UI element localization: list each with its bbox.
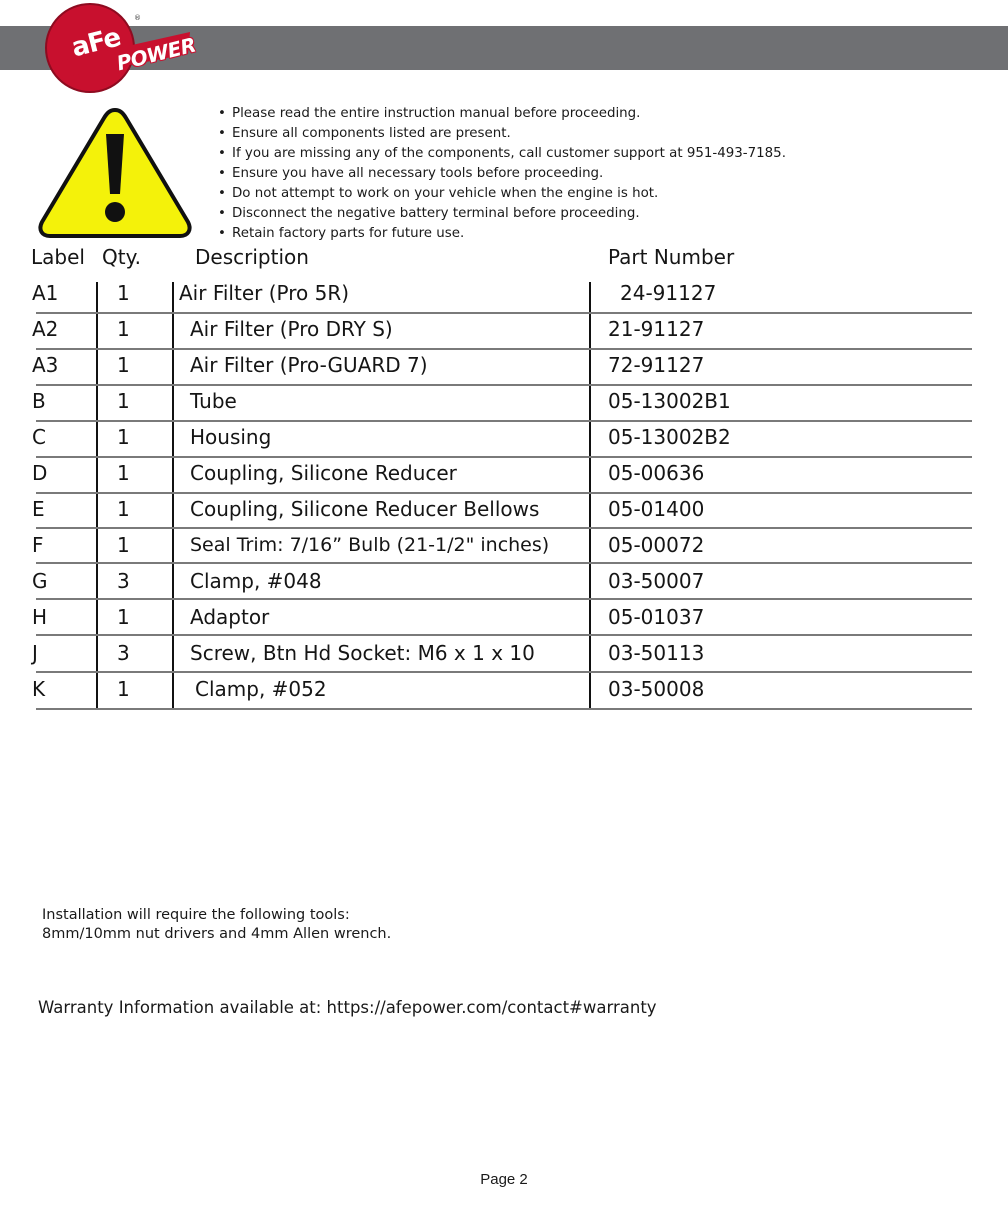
row-qty: 1 — [117, 389, 130, 413]
tools-note-line: Installation will require the following tools: — [42, 907, 350, 923]
row-qty: 3 — [117, 569, 130, 593]
column-divider — [96, 282, 98, 710]
row-label: J — [32, 641, 38, 665]
row-qty: 1 — [117, 425, 130, 449]
row-divider — [36, 420, 972, 422]
safety-bullet: • Retain factory parts for future use. — [218, 224, 786, 244]
row-divider — [36, 348, 972, 350]
safety-bullet: • If you are missing any of the components, call customer support at 951-493-7185. — [218, 144, 786, 164]
row-part-number: 03-50007 — [608, 569, 705, 593]
row-qty: 1 — [117, 533, 130, 557]
header-description: Description — [195, 245, 309, 269]
safety-bullet-list — [218, 104, 786, 244]
row-description: Air Filter (Pro DRY S) — [190, 317, 393, 341]
page-number: Page 2 — [480, 1171, 528, 1188]
row-part-number: 72-91127 — [608, 353, 705, 377]
row-qty: 1 — [117, 497, 130, 521]
warranty-info: Warranty Information available at: https://afepower.com/contact#warranty — [38, 998, 657, 1017]
row-part-number: 05-01037 — [608, 605, 705, 629]
column-divider — [172, 282, 174, 710]
column-divider — [589, 282, 591, 710]
row-part-number: 05-13002B2 — [608, 425, 731, 449]
safety-bullet: • Ensure all components listed are present. — [218, 124, 786, 144]
row-label: A1 — [32, 281, 59, 305]
row-label: F — [32, 533, 44, 557]
row-qty: 1 — [117, 353, 130, 377]
row-description: Adaptor — [190, 605, 270, 629]
row-label: E — [32, 497, 45, 521]
row-description: Seal Trim: 7/16” Bulb (21-1/2" inches) — [190, 534, 550, 556]
row-divider — [36, 456, 972, 458]
safety-bullet: • Do not attempt to work on your vehicle when the engine is hot. — [218, 184, 786, 204]
tools-note-line: 8mm/10mm nut drivers and 4mm Allen wrench. — [42, 926, 392, 942]
row-qty: 1 — [117, 281, 130, 305]
afe-power-logo — [42, 2, 199, 98]
row-label: A2 — [32, 317, 59, 341]
row-divider — [36, 562, 972, 564]
row-divider — [36, 527, 972, 529]
row-description: Air Filter (Pro-GUARD 7) — [190, 353, 428, 377]
logo-wordmark: aFe — [68, 22, 124, 64]
row-divider — [36, 671, 972, 673]
row-label: D — [32, 461, 48, 485]
row-label: A3 — [32, 353, 59, 377]
row-divider — [36, 492, 972, 494]
row-part-number: 05-01400 — [608, 497, 705, 521]
safety-bullet: • Disconnect the negative battery terminal before proceeding. — [218, 204, 786, 224]
row-label: B — [32, 389, 46, 413]
row-label: G — [32, 569, 48, 593]
row-divider — [36, 598, 972, 600]
row-qty: 1 — [117, 461, 130, 485]
row-description: Tube — [190, 389, 237, 413]
row-description: Air Filter (Pro 5R) — [179, 281, 350, 305]
row-qty: 1 — [117, 677, 130, 701]
row-part-number: 05-00636 — [608, 461, 705, 485]
header-part-number: Part Number — [608, 245, 735, 269]
row-description: Clamp, #048 — [190, 569, 322, 593]
safety-bullet: • Please read the entire instruction manual before proceeding. — [218, 104, 786, 124]
row-divider — [36, 384, 972, 386]
logo-power-text: POWER — [114, 32, 199, 76]
row-qty: 3 — [117, 641, 130, 665]
row-description: Coupling, Silicone Reducer Bellows — [190, 497, 540, 521]
row-divider — [36, 634, 972, 636]
row-part-number: 03-50008 — [608, 677, 705, 701]
row-description: Housing — [190, 425, 272, 449]
row-description: Screw, Btn Hd Socket: M6 x 1 x 10 — [190, 641, 535, 665]
row-qty: 1 — [117, 317, 130, 341]
row-label: K — [32, 677, 46, 701]
row-qty: 1 — [117, 605, 130, 629]
row-part-number: 21-91127 — [608, 317, 705, 341]
row-divider — [36, 312, 972, 314]
row-label: C — [32, 425, 46, 449]
row-description: Coupling, Silicone Reducer — [190, 461, 457, 485]
row-description: Clamp, #052 — [195, 677, 327, 701]
tools-note — [42, 906, 391, 944]
warning-triangle-icon — [36, 104, 194, 240]
row-divider — [36, 708, 972, 710]
row-part-number: 03-50113 — [608, 641, 705, 665]
row-part-number: 05-00072 — [608, 533, 705, 557]
header-qty: Qty. — [102, 245, 141, 269]
row-label: H — [32, 605, 48, 629]
registered-mark: ® — [134, 14, 141, 22]
header-label: Label — [31, 245, 85, 269]
row-part-number: 05-13002B1 — [608, 389, 731, 413]
row-part-number: 24-91127 — [620, 281, 717, 305]
safety-bullet: • Ensure you have all necessary tools before proceeding. — [218, 164, 786, 184]
